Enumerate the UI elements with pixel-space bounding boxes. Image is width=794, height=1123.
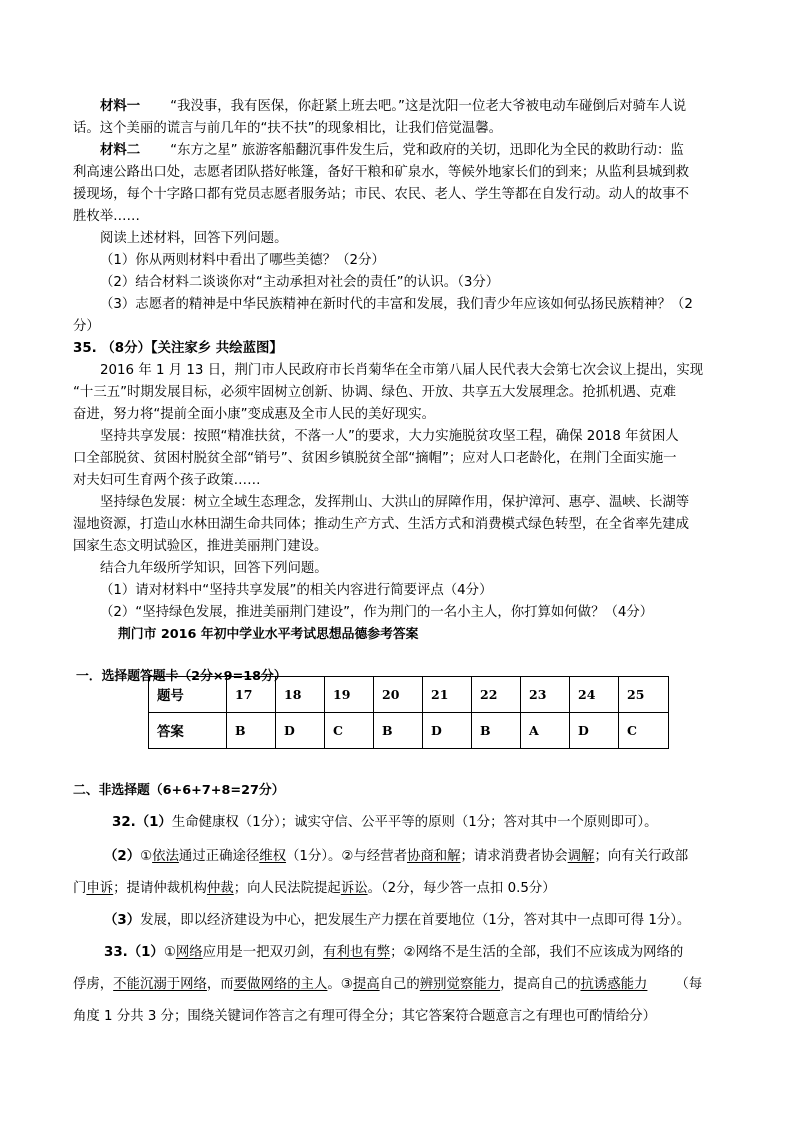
- answer-33-line1: 33.（1）①网络应用是一把双刃剑，有利也有弊；②网络不是生活的全部，我们不应该成为网络的: [104, 945, 684, 960]
- q35-paragraph2-line3: 对夫妇可生育两个孩子政策……: [73, 473, 261, 488]
- table-cell-answer: C: [325, 713, 374, 749]
- table-cell-answer: D: [423, 713, 472, 749]
- material1-line2: 话。这个美丽的谎言与前几年的“扶不扶”的现象相比，让我们倍觉温馨。: [73, 121, 502, 136]
- q35-paragraph1-line3: 奋进，努力将“提前全面小康”变成惠及全市人民的美好现实。: [73, 407, 436, 422]
- q35-paragraph1-line1: 2016 年 1 月 13 日，荆门市人民政府市长肖菊华在全市第八届人民代表大会第七次会议上提出，实现: [100, 363, 704, 378]
- answer-32-2-line1: （2）①依法通过正确途径维权（1分）。②与经营者协商和解；请求消费者协会调解；向有关行政部: [104, 849, 689, 864]
- table-cell-question: 18: [276, 677, 325, 713]
- table-cell-answer: B: [472, 713, 521, 749]
- table-cell-answer: B: [374, 713, 423, 749]
- material1-line1: 材料一 “我没事，我有医保，你赶紧上班去吧。”这是沈阳一位老大爷被电动车碰倒后对骑车人说: [100, 99, 687, 114]
- table-row-answers: [149, 713, 669, 749]
- q35-paragraph3-line2: 湿地资源，打造山水林田湖生命共同体；推动生产方式、生活方式和消费模式绿色转型，在全省率先建成: [73, 517, 689, 532]
- material2-line1: 材料二 “东方之星” 旅游客船翻沉事件发生后，党和政府的关切，迅即化为全民的救助行动：监: [100, 143, 684, 158]
- material2-line3: 援现场，每个十字路口都有党员志愿者服务站；市民、农民、老人、学生等都在自发行动。动人的故事不: [73, 187, 689, 202]
- table-cell-answer: A: [521, 713, 570, 749]
- table-cell-question: 17: [227, 677, 276, 713]
- section1-heading: 一．选择题答题卡（2分×9=18分）: [76, 669, 287, 684]
- q35-heading: 35. （8分）【关注家乡 共绘蓝图】: [73, 341, 283, 356]
- table-row-questions: [149, 677, 669, 713]
- q35-paragraph3-line3: 国家生态文明试验区，推进美丽荆门建设。: [73, 539, 328, 554]
- table-cell-answer: C: [619, 713, 669, 749]
- answer-32-1: 32.（1）生命健康权（1分）；诚实守信、公平平等的原则（1分；答对其中一个原则即可）。: [112, 815, 658, 830]
- q34-question-2: （2）结合材料二谈谈你对“主动承担对社会的责任”的认识。（3分）: [100, 275, 500, 290]
- q34-question-3-cont: 分）: [73, 319, 100, 334]
- table-cell-answer: D: [570, 713, 619, 749]
- table-cell-question: 24: [570, 677, 619, 713]
- q35-question-1: （1）请对材料中“坚持共享发展”的相关内容进行简要评点（4分）: [100, 583, 493, 598]
- table-cell-question: 19: [325, 677, 374, 713]
- q34-prompt: 阅读上述材料，回答下列问题。: [100, 231, 288, 246]
- table-cell-question: 20: [374, 677, 423, 713]
- table-cell-question: 25: [619, 677, 669, 713]
- q35-paragraph3-line1: 坚持绿色发展：树立全域生态理念，发挥荆山、大洪山的屏障作用，保护漳河、惠亭、温峡、长湖等: [100, 495, 690, 510]
- answer-32-1-label: 32.（1）: [112, 815, 172, 830]
- q35-prompt: 结合九年级所学知识，回答下列问题。: [100, 561, 328, 576]
- answer-32-3: （3）发展，即以经济建设为中心，把发展生产力摆在首要地位（1分，答对其中一点即可得 1分）。: [104, 913, 691, 928]
- table-header-answer: 答案: [149, 713, 227, 749]
- q35-paragraph2-line1: 坚持共享发展：按照“精准扶贫，不落一人”的要求，大力实施脱贫攻坚工程，确保 2018 年贫困人: [100, 429, 679, 444]
- table-cell-answer: D: [276, 713, 325, 749]
- answer-table: [148, 676, 669, 749]
- q34-question-3: （3）志愿者的精神是中华民族精神在新时代的丰富和发展，我们青少年应该如何弘扬民族精神？（2: [100, 297, 693, 312]
- section2-heading: 二、非选择题（6+6+7+8=27分）: [73, 783, 285, 798]
- q35-paragraph2-line2: 口全部脱贫、贫困村脱贫全部“销号”、贫困乡镇脱贫全部“摘帽”；应对人口老龄化，在荆门全面实施一: [73, 451, 677, 466]
- table-cell-question: 22: [472, 677, 521, 713]
- q35-paragraph1-line2: “十三五”时期发展目标，必须牢固树立创新、协调、绿色、开放、共享五大发展理念。抢抓机遇、克难: [73, 385, 677, 400]
- answer-32-2-line2: 门申诉；提请仲裁机构仲裁；向人民法院提起诉讼。（2分，每少答一点扣 0.5分）: [73, 881, 556, 896]
- table-cell-answer: B: [227, 713, 276, 749]
- material2-line2: 利高速公路出口处，志愿者团队搭好帐篷，备好干粮和矿泉水，等候外地家长们的到来；从监利县城到救: [73, 165, 689, 180]
- material2-label: 材料二: [100, 143, 141, 158]
- table-header-question-number: 题号: [149, 677, 227, 713]
- answer-key-title: 荆门市 2016 年初中学业水平考试思想品德参考答案: [118, 627, 419, 642]
- answer-33-line2: 俘虏，不能沉溺于网络，而要做网络的主人。③提高自己的辨别觉察能力，提高自己的抗诱惑能力 （每: [73, 977, 703, 992]
- q35-question-2: （2）“坚持绿色发展，推进美丽荆门建设”，作为荆门的一名小主人，你打算如何做？（4分）: [100, 605, 654, 620]
- q34-question-1: （1）你从两则材料中看出了哪些美德？（2分）: [100, 253, 385, 268]
- table-cell-question: 23: [521, 677, 570, 713]
- material1-label: 材料一: [100, 99, 141, 114]
- answer-33-line3: 角度 1 分共 3 分；围绕关键词作答言之有理可得全分；其它答案符合题意言之有理也可酌情给分）: [73, 1009, 657, 1024]
- table-cell-question: 21: [423, 677, 472, 713]
- material2-line4: 胜枚举……: [73, 209, 140, 224]
